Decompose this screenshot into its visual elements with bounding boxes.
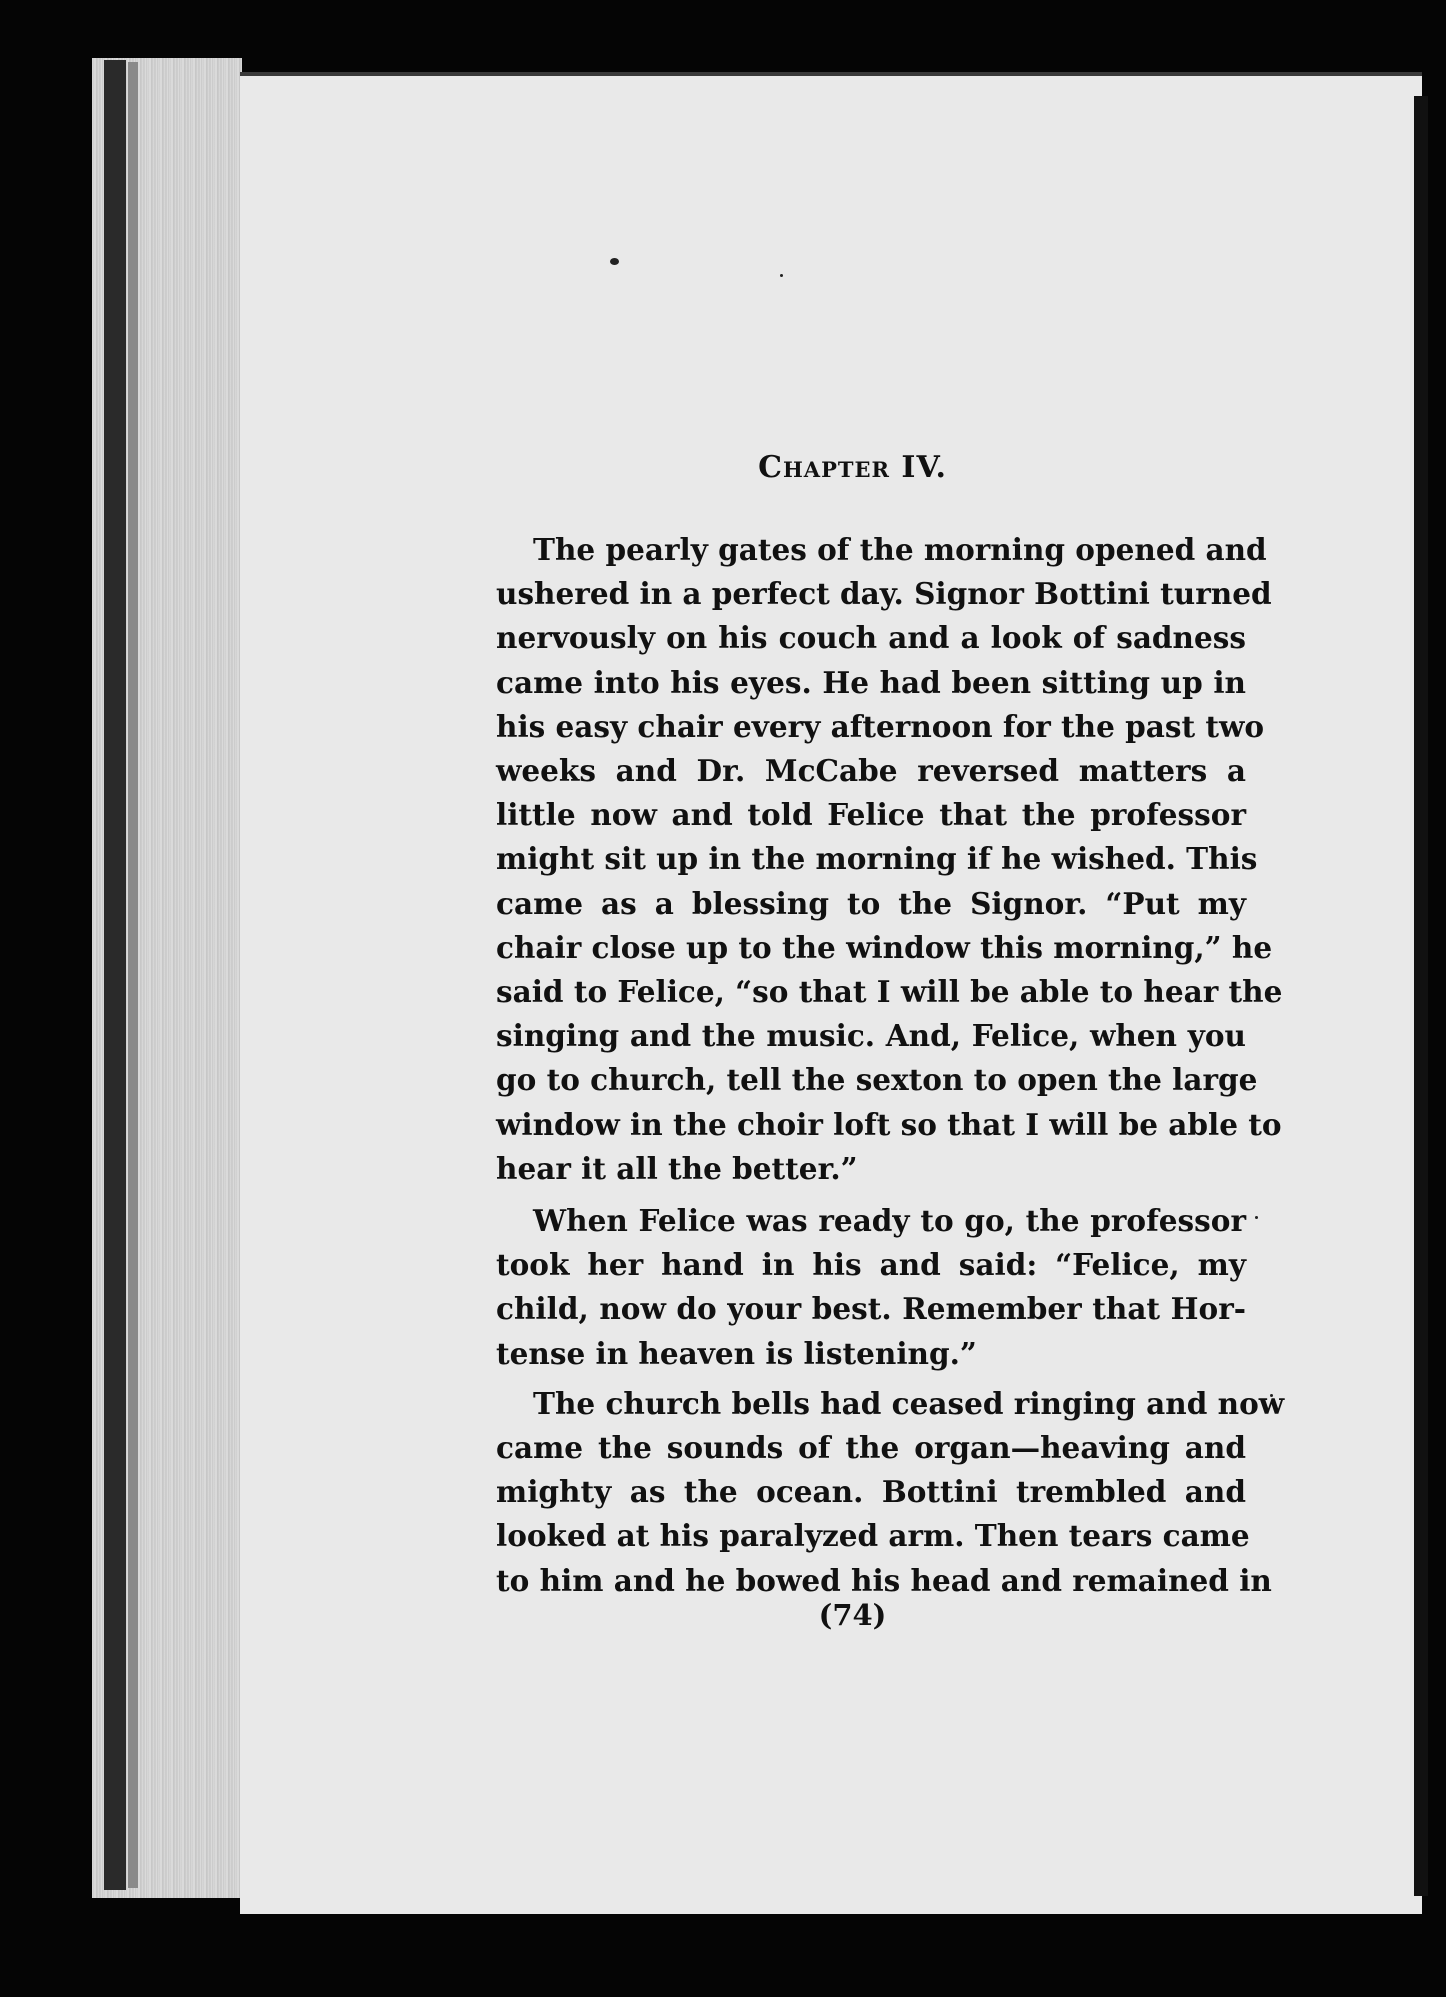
paragraph — [459, 1382, 1285, 1603]
text-line: looked at his paralyzed arm. Then tears came — [496, 1518, 1250, 1554]
chapter-heading — [459, 450, 1246, 485]
text-line: his easy chair every afternoon for the past two — [496, 708, 1265, 744]
text-line: mighty as the ocean. Bottini trembled and — [496, 1474, 1246, 1510]
book-spine-shadow — [104, 60, 126, 1890]
ink-speck — [1255, 1216, 1258, 1219]
text-line: singing and the music. And, Felice, when you — [496, 1018, 1246, 1054]
text-line: The pearly gates of the morning opened and — [533, 532, 1267, 567]
text-line: nervously on his couch and a look of sadness — [496, 620, 1246, 656]
text-line: tense in heaven is listening.” — [496, 1335, 977, 1371]
text-line: came as a blessing to the Signor. “Put my — [496, 885, 1246, 921]
ink-speck — [610, 258, 619, 265]
text-line: little now and told Felice that the professor — [496, 797, 1246, 833]
paragraph — [459, 528, 1283, 1191]
text-line: said to Felice, “so that I will be able to hear the — [496, 974, 1283, 1010]
text-line: go to church, tell the sexton to open the large — [496, 1062, 1258, 1098]
text-line: hear it all the better.” — [496, 1150, 858, 1186]
ink-speck — [780, 274, 783, 277]
text-line: came the sounds of the organ—heaving and — [496, 1430, 1246, 1466]
text-line: to him and he bowed his head and remained in — [496, 1562, 1272, 1598]
book-spine-edge — [128, 62, 138, 1888]
text-line: might sit up in the morning if he wished. This — [496, 841, 1258, 877]
paragraph — [459, 1199, 1246, 1376]
text-line: came into his eyes. He had been sitting up in — [496, 664, 1246, 700]
text-line: child, now do your best. Remember that Hor- — [496, 1291, 1246, 1327]
chapter-numeral: IV. — [901, 450, 947, 485]
chapter-word: Chapter — [758, 450, 890, 485]
text-line: When Felice was ready to go, the professor — [533, 1203, 1246, 1239]
text-line: weeks and Dr. McCabe reversed matters a — [496, 753, 1246, 789]
text-line: ushered in a perfect day. Signor Bottini turned — [496, 576, 1272, 612]
text-line: window in the choir loft so that I will be able to — [496, 1106, 1282, 1142]
body-text — [459, 528, 1285, 1609]
text-line: chair close up to the window this morning,” he — [496, 929, 1273, 965]
text-line: The church bells had ceased ringing and now — [533, 1385, 1285, 1421]
text-line: took her hand in his and said: “Felice, my — [496, 1247, 1246, 1283]
page-number: (74) — [818, 1598, 887, 1632]
